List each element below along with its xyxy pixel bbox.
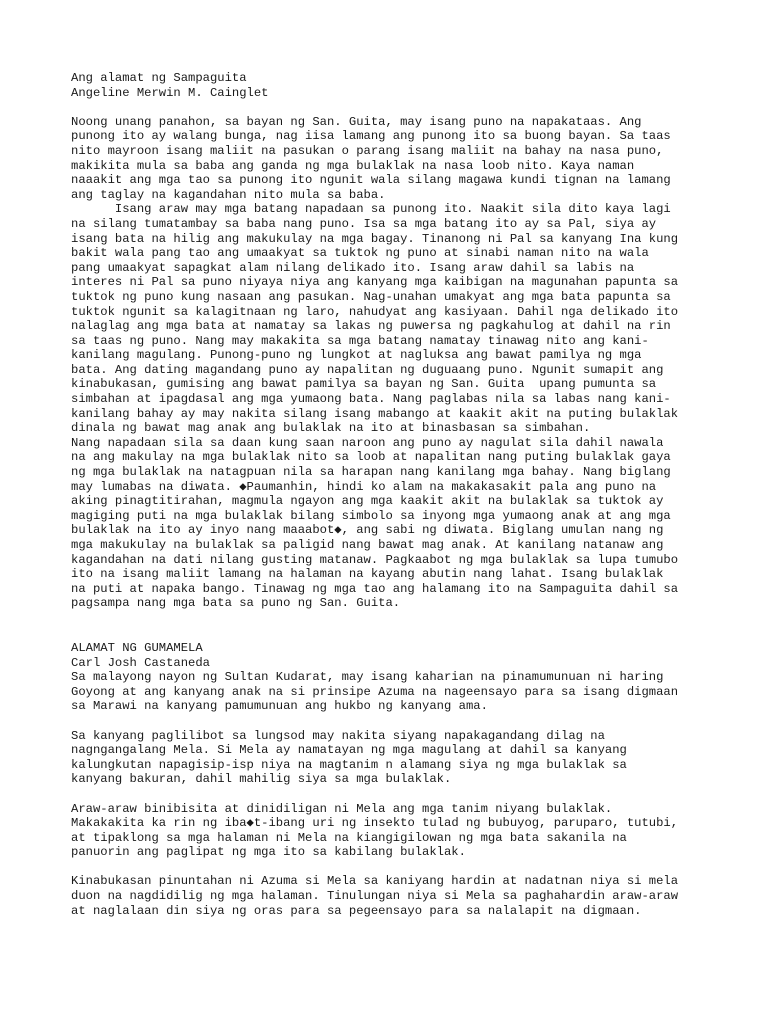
text-line: sa Marawi na kanyang pamumunuan ang hukbo ng kanyang ama. [71,699,488,714]
text-line: bulaklak na ito ay inyo nang maaabot◆, ang sabi ng diwata. Biglang umulan nang ng [71,523,664,538]
text-line: Kinabukasan pinuntahan ni Azuma si Mela sa kaniyang hardin at nadatnan niya si mela [71,874,679,889]
text-line: pagsampa nang mga bata sa puno ng San. Guita. [71,596,401,611]
story-sampaguita [71,71,751,611]
text-line: ng mga bulaklak na natagpuan nila sa harapan nang kanilang mga bahay. Nang biglang [71,465,671,480]
text-line: at tipaklong sa mga halaman ni Mela na kiangigilowan ng mga bata sakanila na [71,830,627,845]
text-line: pang umaakyat sapagkat alam nilang delikado ito. Isang araw dahil sa labis na [71,260,635,275]
text-line: naaakit ang mga tao sa punong ito ngunit wala silang magawa kundi tignan na lamang [71,173,671,188]
document-page [71,71,751,918]
story-author: Carl Josh Castaneda [71,655,210,670]
text-line: isang bata na hilig ang makukulay na mga bagay. Tinanong ni Pal sa kanyang Ina kung [71,231,679,246]
paragraph [71,729,751,787]
text-line: na ang makulay na mga bulaklak nito sa loob at napalitan nang puting bulaklak gaya [71,450,671,465]
text-line: duon na nagdidilig ng mga halaman. Tinulungan niya si Mela sa paghahardin araw-araw [71,889,679,904]
text-line: dinala ng bawat mag anak ang bulaklak na ito at binasbasan sa simbahan. [71,421,591,436]
text-line: kanyang bakuran, dahil mahilig siya sa mga bulaklak. [71,772,452,787]
paragraph-gap [71,714,751,729]
text-line: Noong unang panahon, sa bayan ng San. Guita, may isang puno na napakataas. Ang [71,114,642,129]
story-author: Angeline Merwin M. Cainglet [71,85,269,100]
text-line: at naglalaan din siya ng oras para sa pegeensayo para sa nalalapit na digmaan. [71,903,642,918]
text-line: tuktok ngunit sa kalagitnaan ng laro, nahudyat ang kasiyaan. Dahil nga delikado ito [71,304,679,319]
paragraph [71,670,751,714]
section-gap [71,611,751,641]
text-line: simbahan at ipagdasal ang mga yumaong bata. Nang paglabas nila sa labas nang kani- [71,392,671,407]
paragraph-gap [71,787,751,802]
text-line: na puti at napaka bango. Tinawag ng mga tao ang halamang ito na Sampaguita dahil sa [71,581,679,596]
text-line: Sa kanyang paglilibot sa lungsod may nakita siyang napakagandang dilag na [71,728,605,743]
story-title: Ang alamat ng Sampaguita [71,71,247,85]
text-line: Araw-araw binibisita at dinidiligan ni Mela ang mga tanim niyang bulaklak. [71,801,613,816]
text-line: Goyong at ang kanyang anak na si prinsipe Azuma na nageensayo para sa isang digmaan [71,684,679,699]
text-line: tuktok ng puno kung nasaan ang pasukan. Nag-unahan umakyat ang mga bata papunta sa [71,289,671,304]
text-line: may lumabas na diwata. ◆Paumanhin, hindi ko alam na makakasakit pala ang puno na [71,479,657,494]
text-line: magiging puti na mga bulaklak bilang simbolo sa inyong mga yumaong anak at ang mga [71,508,671,523]
text-line: nito mayroon isang maliit na pasukan o parang isang maliit na bahay na nasa puno, [71,143,664,158]
text-line: sa taas ng puno. Nang may makakita sa mga batang namatay tinawag nito ang kani- [71,333,649,348]
story-body [71,115,751,611]
text-line: Makakakita ka rin ng iba◆t-ibang uri ng insekto tulad ng bubuyog, paruparo, tutubi, [71,816,679,831]
text-line: panuorin ang paglipat ng mga ito sa kabilang bulaklak. [71,845,466,860]
paragraph-gap [71,100,751,115]
text-line: kinabukasan, gumising ang bawat pamilya sa bayan ng San. Guita upang pumunta sa [71,377,657,392]
paragraph [71,874,751,918]
text-line: makikita mula sa baba ang ganda ng mga bulaklak na nasa loob nito. Kaya naman [71,158,635,173]
text-line: kanilang bahay ay may nakita silang isang mabango at kaakit akit na puting bulaklak [71,406,679,421]
text-line: kalungkutan napagisip-isp niya na magtanim n alamang siya ng mga bulaklak sa [71,757,627,772]
story-title: ALAMAT NG GUMAMELA [71,640,203,655]
text-line: Nang napadaan sila sa daan kung saan naroon ang puno ay nagulat sila dahil nawala [71,435,664,450]
text-line: nalaglag ang mga bata at namatay sa lakas ng puwersa ng pagkahulog at dahil na rin [71,319,671,334]
story-body [71,670,751,918]
text-line: kagandahan na dati nilang gusting matanaw. Pagkaabot ng mga bulaklak sa lupa tumubo [71,552,679,567]
text-line: ang taglay na kagandahan nito mula sa baba. [71,187,386,202]
text-line: punong ito ay walang bunga, nag iisa lamang ang punong ito sa buong bayan. Sa taas [71,129,671,144]
text-line: bata. Ang dating magandang puno ay napalitan ng duguaang puno. Ngunit sumapit ang [71,362,664,377]
text-line: bakit wala pang tao ang umaakyat sa tuktok ng puno at sinabi naman nito na wala [71,246,649,261]
text-line: kanilang magulang. Punong-puno ng lungkot at nagluksa ang bawat pamilya ng mga [71,348,642,363]
paragraph-gap [71,860,751,875]
text-line: nagngangalang Mela. Si Mela ay namatayan ng mga magulang at dahil sa kanyang [71,743,627,758]
paragraph [71,802,751,860]
text-line: ito na isang maliit lamang na halaman na kayang abutin nang lahat. Isang bulaklak [71,567,664,582]
text-line: mga makukulay na bulaklak sa paligid nang bawat mag anak. At kanilang natanaw ang [71,538,664,552]
text-line: Isang araw may mga batang napadaan sa punong ito. Naakit sila dito kaya lagi [71,202,671,217]
text-line: na silang tumatambay sa baba nang puno. Isa sa mga batang ito ay sa Pal, siya ay [71,216,657,231]
text-line: Sa malayong nayon ng Sultan Kudarat, may isang kaharian na pinamumunuan ni haring [71,670,664,685]
text-line: interes ni Pal sa puno niyaya niya ang kanyang mga kaibigan na magunahan papunta sa [71,275,679,290]
text-line: aking pinagtitirahan, magmula ngayon ang mga kaakit akit na bulaklak sa tuktok ay [71,494,664,509]
story-gumamela [71,641,751,918]
